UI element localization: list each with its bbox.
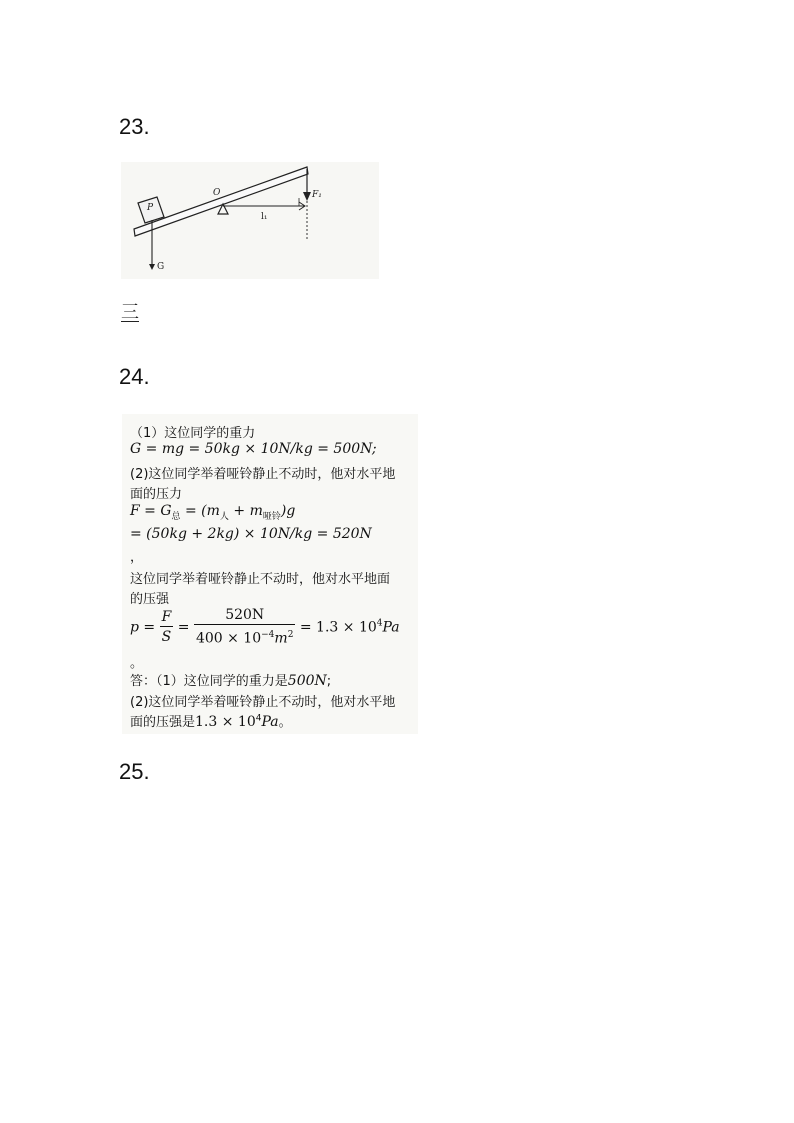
label-f1: F₁ [312,190,322,200]
solution-line-2 [130,441,377,457]
label-o: O [213,188,221,198]
solution-line-9: 的压强 [130,592,170,607]
answer-2-value: 1.3 × 10 [195,714,256,730]
answer-1-value: 500N [287,673,327,689]
label-p: P [147,203,154,213]
answer-2-unit: Pa [261,714,279,730]
solution-line-6: = (50kg + 2kg) × 10N/kg = 520N [130,526,372,542]
frac-num-f: F [161,608,172,625]
eq-result-exp: 4 [376,618,383,629]
answer-2-exp: 4 [255,713,262,724]
question-number-23: 23. [119,114,150,139]
sub-dumbbell: 哑铃 [262,511,281,522]
solution-line-10 [130,606,400,649]
solution-line-13: (2)这位同学举着哑铃静止不动时，他对水平地 [130,695,396,710]
label-l1: l₁ [261,212,268,222]
eq-pressure-p: p = [130,619,160,636]
answer-2-text: 面的压强是 [130,715,196,730]
equation-gravity: G = mg = 50kg × 10N/kg = 500N; [130,441,377,457]
solution-line-1: （1）这位同学的重力 [130,426,256,441]
eq-force-end: )g [280,503,296,519]
fraction-values [194,606,295,649]
frac-den-s: S [161,628,172,645]
solution-line-4: 面的压力 [130,487,183,502]
eq-result-unit: Pa [382,619,400,636]
frac-den-value [194,625,295,649]
label-g: G [157,262,165,272]
frac-den-exp2: 2 [287,630,294,640]
solution-line-11: 。 [130,656,144,671]
eq-force-mid2: + m [228,503,263,519]
answer-2-end: 。 [278,715,292,730]
answer-1-text: 答：（1）这位同学的重力是 [130,674,288,689]
solution-line-8: 这位同学举着哑铃静止不动时，他对水平地面 [130,572,391,587]
eq-force-prefix: F = G [130,503,172,519]
gravity-arrowhead [149,264,155,270]
fraction-f-over-s [160,608,174,647]
eq-result-a: = 1.3 × 10 [295,619,377,636]
solution-line-3: (2)这位同学举着哑铃静止不动时，他对水平地 [130,467,396,482]
frac-num-text: 520N [225,607,265,623]
solution-box [122,414,418,734]
eq-sign: = [173,619,194,636]
sub-person: 人 [219,511,229,522]
frac-den-a: 400 × 10 [195,630,262,647]
frac-num-value [194,606,295,625]
solution-line-12 [130,670,331,689]
section-mark: 三 [121,302,139,323]
solution-line-5 [130,503,295,522]
question-number-24: 24. [119,364,150,389]
frac-den-b: m [274,630,288,647]
frac-den-exp: −4 [261,630,275,640]
lever-figure [121,162,379,279]
question-number-25: 25. [119,759,150,784]
answer-1-end: ; [326,674,332,689]
solution-line-14 [130,711,292,730]
sub-total: 总 [171,511,181,522]
force-f1-arrowhead [303,192,311,201]
solution-line-7: ， [130,550,144,565]
eq-force-mid: = (m [180,503,220,519]
lever-bar [134,167,308,236]
lever-diagram [121,162,379,279]
